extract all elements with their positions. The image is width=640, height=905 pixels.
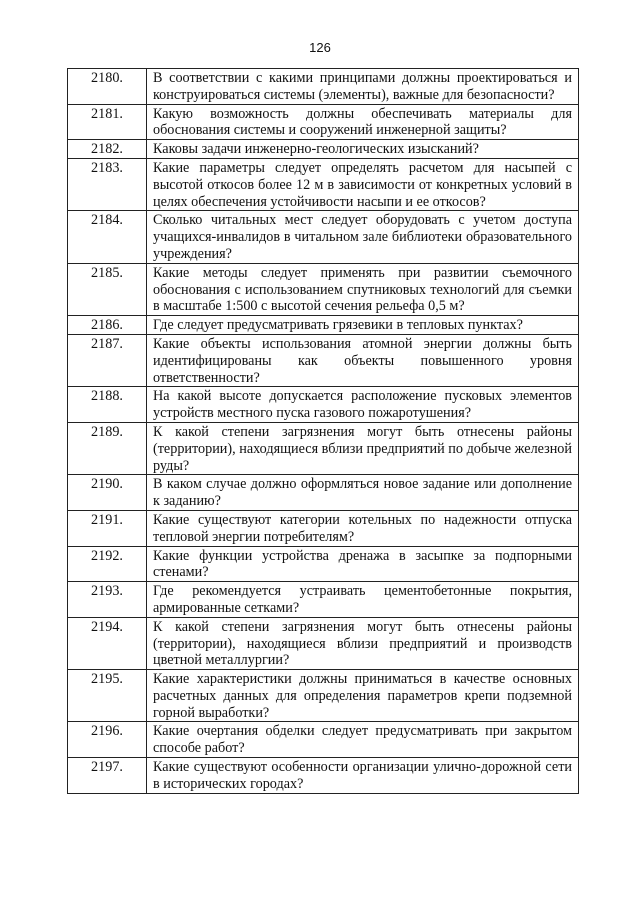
question-text: Какие характеристики должны приниматься в качестве основных расчетных данных для определения параметров крепи подземной горной выработки? <box>147 670 579 722</box>
table-row <box>68 670 579 722</box>
question-number: 2194. <box>68 617 147 669</box>
question-number: 2193. <box>68 582 147 618</box>
page-number: 126 <box>309 40 331 55</box>
table-row <box>68 69 579 105</box>
table-row <box>68 546 579 582</box>
question-number: 2195. <box>68 670 147 722</box>
questions-table-body <box>68 69 579 794</box>
table-row <box>68 263 579 315</box>
question-number: 2180. <box>68 69 147 105</box>
question-text: Какие методы следует применять при развитии съемочного обоснования с использованием спутниковых технологий для съемки в масштабе 1:500 с высотой сечения рельефа 0,5 м? <box>147 263 579 315</box>
question-text: Где рекомендуется устраивать цементобетонные покрытия, армированные сетками? <box>147 582 579 618</box>
question-text: К какой степени загрязнения могут быть отнесены районы (территории), находящиеся вблизи предприятий по добыче железной руды? <box>147 422 579 474</box>
question-text: В соответствии с какими принципами должны проектироваться и конструироваться системы (элементы), важные для безопасности? <box>147 69 579 105</box>
question-number: 2196. <box>68 722 147 758</box>
table-row <box>68 758 579 794</box>
question-text: Где следует предусматривать грязевики в тепловых пунктах? <box>147 316 579 335</box>
question-number: 2186. <box>68 316 147 335</box>
question-number: 2190. <box>68 475 147 511</box>
table-row <box>68 510 579 546</box>
question-text: Какую возможность должны обеспечивать материалы для обоснования системы и сооружений инженерной защиты? <box>147 104 579 140</box>
table-row <box>68 422 579 474</box>
question-text: В каком случае должно оформляться новое задание или дополнение к заданию? <box>147 475 579 511</box>
question-text: Какие существуют категории котельных по надежности отпуска тепловой энергии потребителям? <box>147 510 579 546</box>
question-number: 2182. <box>68 140 147 159</box>
question-text: Сколько читальных мест следует оборудовать с учетом доступа учащихся-инвалидов в читальном зале библиотеки образовательного учреждения? <box>147 211 579 263</box>
question-number: 2187. <box>68 334 147 386</box>
question-number: 2197. <box>68 758 147 794</box>
table-row <box>68 582 579 618</box>
table-row <box>68 158 579 210</box>
question-number: 2181. <box>68 104 147 140</box>
table-row <box>68 475 579 511</box>
question-number: 2183. <box>68 158 147 210</box>
table-row <box>68 334 579 386</box>
questions-table <box>67 68 579 794</box>
table-row <box>68 211 579 263</box>
table-row <box>68 140 579 159</box>
question-number: 2185. <box>68 263 147 315</box>
question-text: Какие очертания обделки следует предусматривать при закрытом способе работ? <box>147 722 579 758</box>
question-text: Каковы задачи инженерно-геологических изысканий? <box>147 140 579 159</box>
table-row <box>68 104 579 140</box>
question-text: На какой высоте допускается расположение пусковых элементов устройств местного пуска газового пожаротушения? <box>147 387 579 423</box>
table-row <box>68 387 579 423</box>
question-number: 2188. <box>68 387 147 423</box>
question-number: 2192. <box>68 546 147 582</box>
table-row <box>68 316 579 335</box>
question-text: К какой степени загрязнения могут быть отнесены районы (территории), находящиеся вблизи предприятий и производств цветной металлургии? <box>147 617 579 669</box>
table-row <box>68 617 579 669</box>
question-number: 2189. <box>68 422 147 474</box>
question-text: Какие существуют особенности организации улично-дорожной сети в исторических городах? <box>147 758 579 794</box>
question-number: 2191. <box>68 510 147 546</box>
table-row <box>68 722 579 758</box>
question-text: Какие параметры следует определять расчетом для насыпей с высотой откосов более 12 м в зависимости от конкретных условий в целях обеспечения устойчивости насыпи и ее откосов? <box>147 158 579 210</box>
question-text: Какие функции устройства дренажа в засыпке за подпорными стенами? <box>147 546 579 582</box>
question-text: Какие объекты использования атомной энергии должны быть идентифицированы как объекты повышенного уровня ответственности? <box>147 334 579 386</box>
question-number: 2184. <box>68 211 147 263</box>
